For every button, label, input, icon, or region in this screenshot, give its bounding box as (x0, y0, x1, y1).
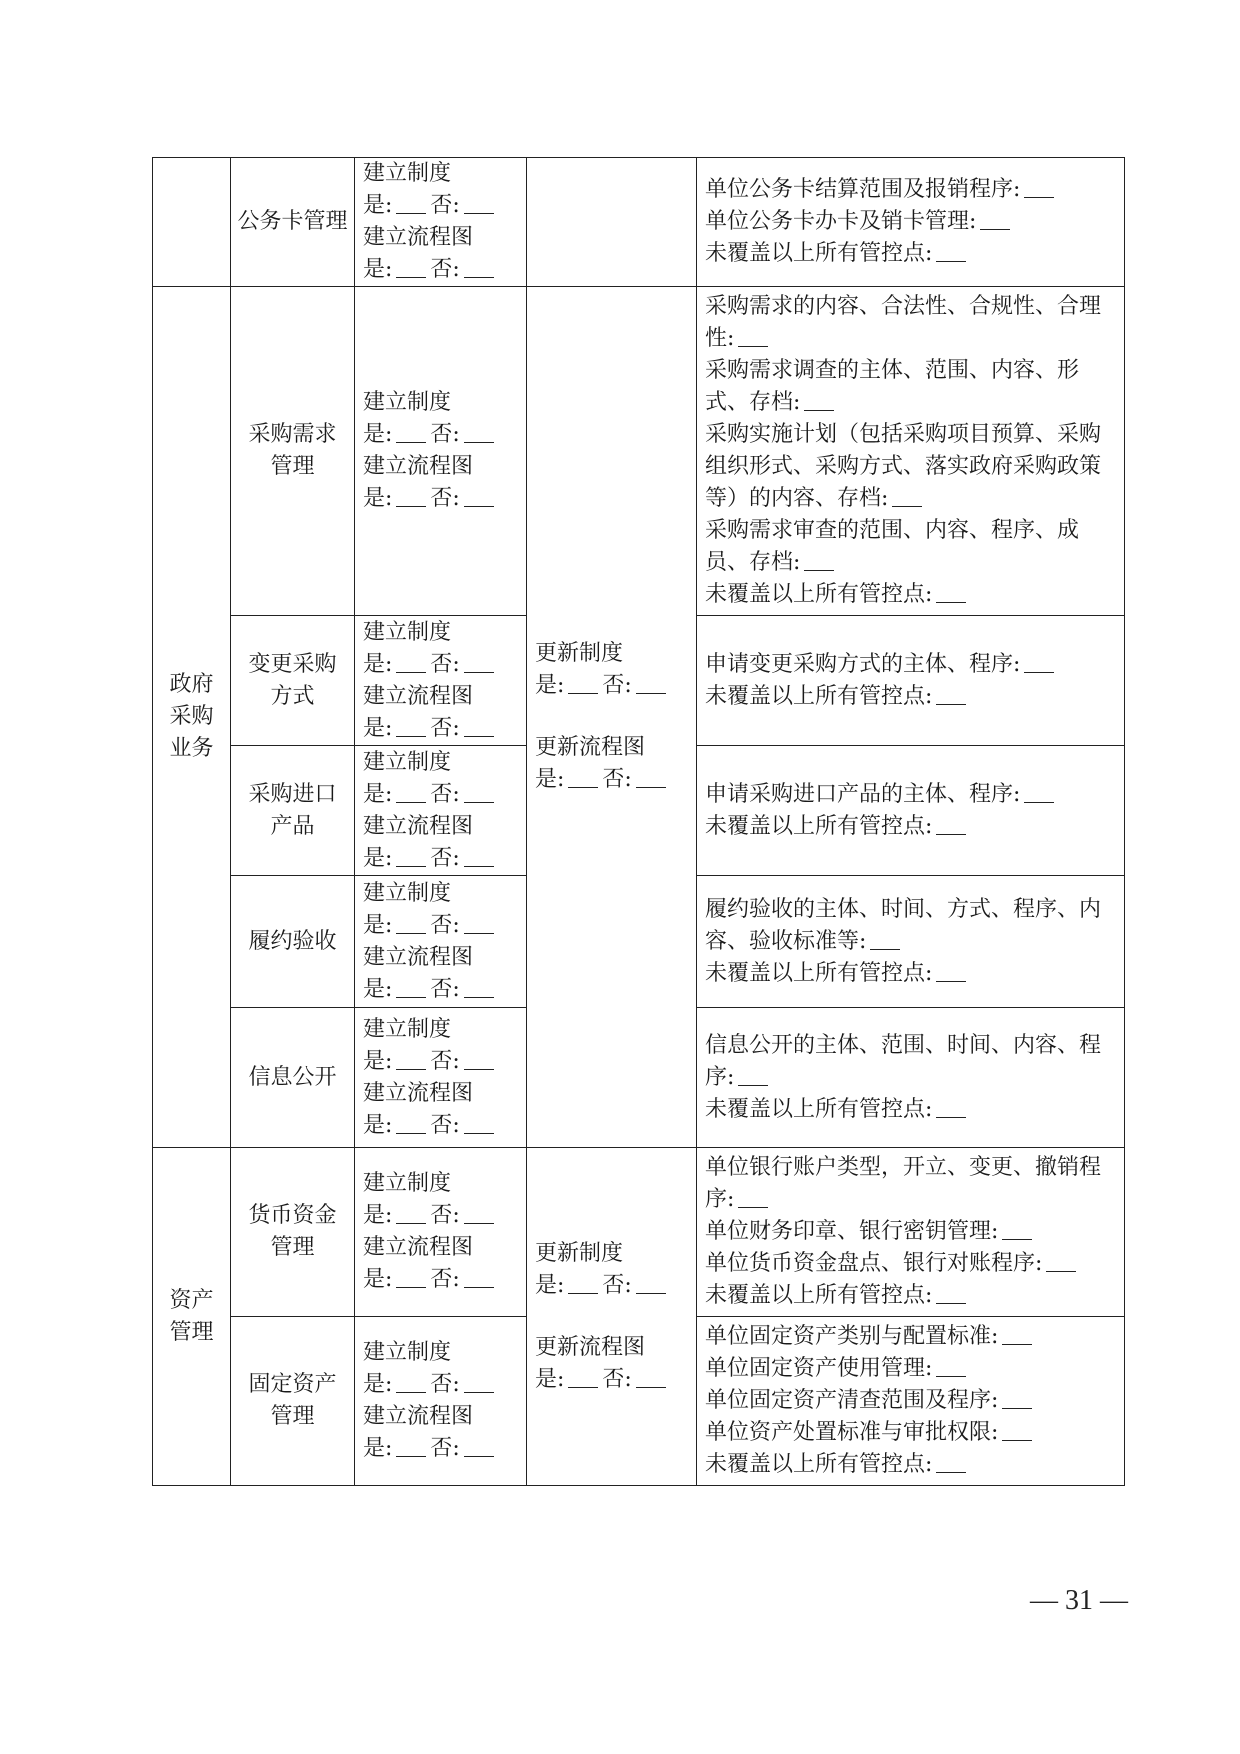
control-point: 单位银行账户类型，开立、变更、撤销程序: (705, 1155, 1102, 1212)
page-number: — 31 — (1030, 1585, 1128, 1616)
control-point: 未覆盖以上所有管控点: (705, 811, 1116, 843)
update-cell-assets: 更新制度 是: 否: 更新流程图 是: 否: (527, 1148, 697, 1486)
answer-blank[interactable] (936, 582, 966, 603)
table-row-monetary (153, 1148, 1125, 1317)
answer-blank[interactable] (1002, 1388, 1032, 1409)
item-cell-disclosure: 信息公开 (231, 1008, 355, 1148)
answer-blank[interactable] (980, 209, 1010, 230)
answer-blank[interactable] (936, 684, 966, 705)
control-point: 未覆盖以上所有管控点: (705, 1280, 1116, 1312)
yes-no-checkbox[interactable]: 是: 否: (363, 1110, 518, 1142)
establish-flowchart-label: 建立流程图 (363, 225, 474, 250)
yes-no-checkbox[interactable]: 是: 否: (535, 764, 688, 796)
yes-no-checkbox[interactable]: 是: 否: (535, 1270, 688, 1302)
control-points-cell (697, 616, 1125, 746)
answer-blank[interactable] (804, 550, 834, 571)
yes-no-checkbox[interactable]: 是: 否: (363, 483, 518, 515)
item-cell-import: 采购进口 产品 (231, 746, 355, 876)
control-point: 申请变更采购方式的主体、程序: (705, 649, 1116, 681)
control-point: 单位固定资产使用管理: (705, 1353, 1116, 1385)
yes-no-checkbox[interactable]: 是: 否: (363, 843, 518, 875)
item-cell-monetary: 货币资金 管理 (231, 1148, 355, 1317)
establish-cell: 建立制度 是: 否: 建立流程图 是: 否: (355, 1008, 527, 1148)
yes-no-checkbox[interactable]: 是: 否: (363, 1433, 518, 1465)
establish-cell (355, 158, 527, 287)
answer-blank[interactable] (1024, 177, 1054, 198)
control-point: 未覆盖以上所有管控点: (705, 1449, 1116, 1481)
control-point: 未覆盖以上所有管控点: (705, 681, 1116, 713)
answer-blank[interactable] (936, 241, 966, 262)
control-point: 申请采购进口产品的主体、程序: (705, 779, 1116, 811)
item-cell-change-method: 变更采购 方式 (231, 616, 355, 746)
answer-blank[interactable] (1002, 1324, 1032, 1345)
control-points-cell (697, 1148, 1125, 1317)
answer-blank[interactable] (1046, 1251, 1076, 1272)
control-point: 单位固定资产类别与配置标准: (705, 1321, 1116, 1353)
yes-no-checkbox[interactable]: 是: 否: (535, 1364, 688, 1396)
item-cell-card (231, 158, 355, 287)
control-point: 单位公务卡办卡及销卡管理: (705, 206, 1116, 238)
answer-blank[interactable] (936, 814, 966, 835)
answer-blank[interactable] (936, 1097, 966, 1118)
item-label: 公务卡管理 (237, 209, 348, 234)
control-point: 单位公务卡结算范围及报销程序: (705, 174, 1116, 206)
yes-no-checkbox[interactable]: 是: 否: (363, 190, 518, 222)
control-point: 履约验收的主体、时间、方式、程序、内容、验收标准等: (705, 896, 1102, 954)
yes-no-checkbox[interactable]: 是: 否: (363, 1264, 518, 1296)
yes-no-checkbox[interactable]: 是: 否: (363, 974, 518, 1006)
control-point: 未覆盖以上所有管控点: (705, 238, 1116, 270)
yes-no-checkbox[interactable]: 是: 否: (363, 713, 518, 745)
item-cell-demand: 采购需求 管理 (231, 287, 355, 616)
control-points-cell (697, 876, 1125, 1008)
control-point: 采购需求的内容、合法性、合规性、合理性: (705, 294, 1102, 351)
yes-no-checkbox[interactable]: 是: 否: (363, 779, 518, 811)
establish-system-label: 建立制度 (363, 161, 452, 186)
answer-blank[interactable] (936, 1283, 966, 1304)
answer-blank[interactable] (870, 929, 900, 950)
control-points-cell (697, 746, 1125, 876)
establish-cell: 建立制度 是: 否: 建立流程图 是: 否: (355, 1317, 527, 1486)
control-point: 采购实施计划（包括采购项目预算、采购组织形式、采购方式、落实政府采购政策等）的内容、存档: (705, 422, 1102, 511)
answer-blank[interactable] (936, 1356, 966, 1377)
establish-cell: 建立制度 是: 否: 建立流程图 是: 否: (355, 876, 527, 1008)
category-cell-assets: 资产 管理 (153, 1148, 231, 1486)
yes-no-checkbox[interactable]: 是: 否: (363, 1369, 518, 1401)
control-points-cell (697, 1008, 1125, 1148)
table-row-procurement-demand (153, 287, 1125, 616)
establish-cell: 建立制度 是: 否: 建立流程图 是: 否: (355, 1148, 527, 1317)
establish-cell: 建立制度 是: 否: 建立流程图 是: 否: (355, 616, 527, 746)
control-point: 未覆盖以上所有管控点: (705, 1094, 1116, 1126)
control-point: 信息公开的主体、范围、时间、内容、程序: (705, 1032, 1102, 1090)
answer-blank[interactable] (1024, 652, 1054, 673)
establish-cell: 建立制度 是: 否: 建立流程图 是: 否: (355, 287, 527, 616)
answer-blank[interactable] (804, 390, 834, 411)
internal-control-checklist-table (152, 157, 1125, 1486)
answer-blank[interactable] (1002, 1219, 1032, 1240)
answer-blank[interactable] (738, 326, 768, 347)
answer-blank[interactable] (738, 1065, 768, 1086)
answer-blank[interactable] (892, 486, 922, 507)
establish-cell: 建立制度 是: 否: 建立流程图 是: 否: (355, 746, 527, 876)
yes-no-checkbox[interactable]: 是: 否: (363, 649, 518, 681)
answer-blank[interactable] (936, 1452, 966, 1473)
answer-blank[interactable] (936, 961, 966, 982)
yes-no-checkbox[interactable]: 是: 否: (363, 419, 518, 451)
yes-no-checkbox[interactable]: 是: 否: (363, 1200, 518, 1232)
yes-no-checkbox[interactable]: 是: 否: (535, 670, 688, 702)
control-point: 单位固定资产清查范围及程序: (705, 1385, 1116, 1417)
control-point: 单位资产处置标准与审批权限: (705, 1417, 1116, 1449)
item-cell-fixed: 固定资产 管理 (231, 1317, 355, 1486)
control-points-cell (697, 287, 1125, 616)
item-cell-acceptance: 履约验收 (231, 876, 355, 1008)
control-point: 未覆盖以上所有管控点: (705, 958, 1116, 990)
control-point: 未覆盖以上所有管控点: (705, 579, 1116, 611)
control-point: 采购需求调查的主体、范围、内容、形式、存档: (705, 358, 1080, 415)
answer-blank[interactable] (1002, 1420, 1032, 1441)
yes-no-checkbox[interactable]: 是: 否: (363, 1046, 518, 1078)
answer-blank[interactable] (1024, 782, 1054, 803)
control-points-cell (697, 158, 1125, 287)
yes-no-checkbox[interactable]: 是: 否: (363, 254, 518, 286)
category-cell-procurement: 政府 采购 业务 (153, 287, 231, 1148)
table-row-card (153, 158, 1125, 287)
update-cell-empty (527, 158, 697, 287)
control-point: 单位货币资金盘点、银行对账程序: (705, 1248, 1116, 1280)
control-point: 单位财务印章、银行密钥管理: (705, 1216, 1116, 1248)
answer-blank[interactable] (738, 1187, 768, 1208)
category-cell-empty (153, 158, 231, 287)
control-points-cell (697, 1317, 1125, 1486)
control-point: 采购需求审查的范围、内容、程序、成员、存档: (705, 518, 1080, 575)
update-cell-procurement: 更新制度 是: 否: 更新流程图 是: 否: (527, 287, 697, 1148)
yes-no-checkbox[interactable]: 是: 否: (363, 910, 518, 942)
